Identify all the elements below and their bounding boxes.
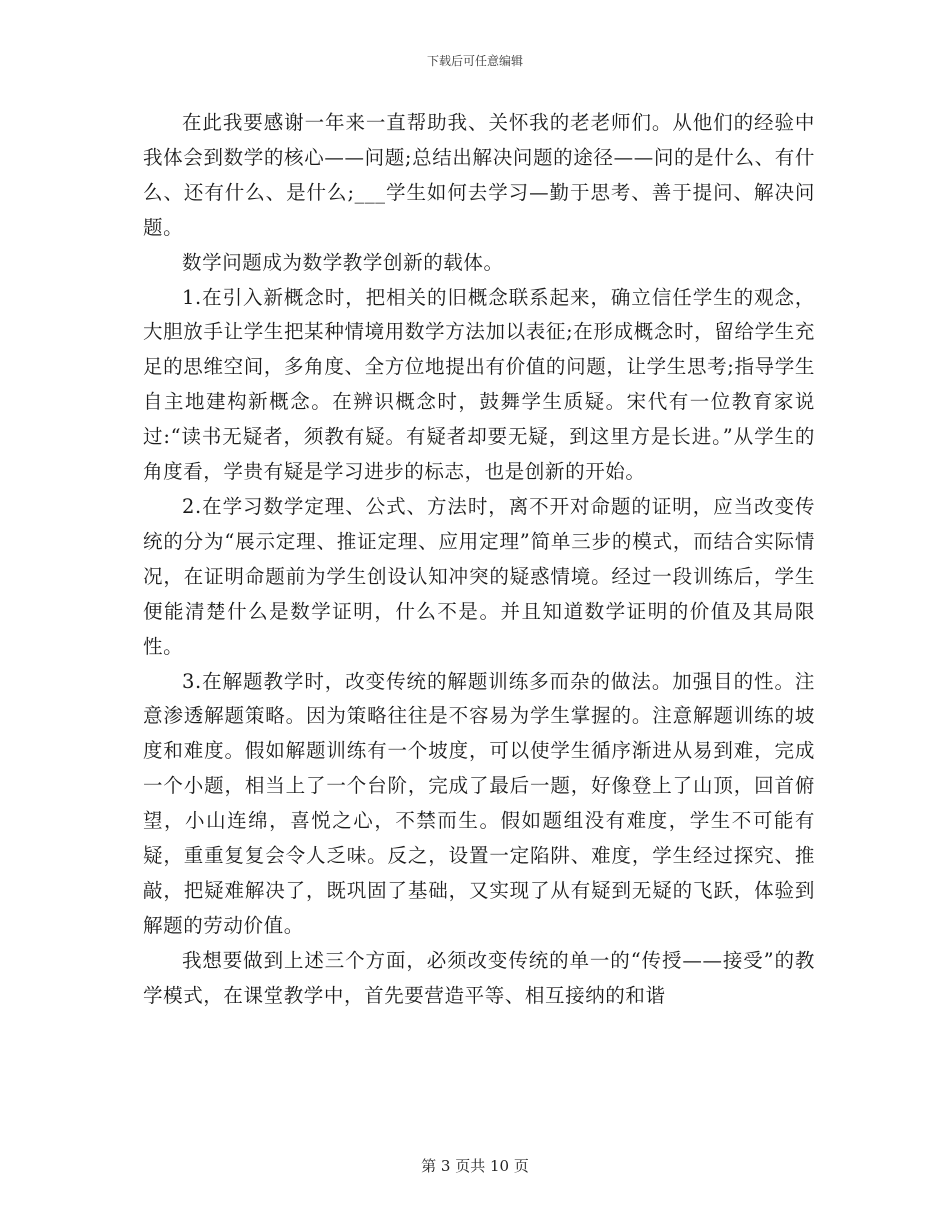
- page-footer: 第 3 页共 10 页: [421, 1157, 529, 1175]
- paragraph-thanks: 在此我要感谢一年来一直帮助我、关怀我的老老师们。从他们的经验中我体会到数学的核心——问题;总结出解决问题的途径——问的是什么、有什么、还有什么、是什么;___学生如何去学习—勤于思考、善于提问、解决问题。: [143, 111, 815, 239]
- document-body: [143, 106, 815, 1014]
- page-header: 下载后可任意编辑: [426, 54, 523, 68]
- paragraph-point-1: 1.在引入新概念时，把相关的旧概念联系起来，确立信任学生的观念，大胆放手让学生把某种情境用数学方法加以表征;在形成概念时，留给学生充足的思维空间，多角度、全方位地提出有价值的问题，让学生思考;指导学生自主地建构新概念。在辨识概念时，鼓舞学生质疑。宋代有一位教育家说过:“读书无疑者，须教有疑。有疑者却要无疑，到这里方是长进。”从学生的角度看，学贵有疑是学习进步的标志，也是创新的开始。: [143, 285, 815, 484]
- paragraph-point-2: 2.在学习数学定理、公式、方法时，离不开对命题的证明，应当改变传统的分为“展示定理、推证定理、应用定理”简单三步的模式，而结合实际情况，在证明命题前为学生创设认知冲突的疑惑情境。经过一段训练后，学生便能清楚什么是数学证明，什么不是。并且知道数学证明的价值及其局限性。: [143, 494, 815, 658]
- paragraph-conclusion: 我想要做到上述三个方面，必须改变传统的单一的“传授——接受”的教学模式，在课堂教学中，首先要营造平等、相互接纳的和谐: [143, 948, 815, 1007]
- paragraph-carrier: 数学问题成为数学教学创新的载体。: [182, 250, 504, 274]
- paragraph-point-3: 3.在解题教学时，改变传统的解题训练多而杂的做法。加强目的性。注意渗透解题策略。因为策略往往是不容易为学生掌握的。注意解题训练的坡度和难度。假如解题训练有一个坡度，可以使学生循序渐进从易到难，完成一个小题，相当上了一个台阶，完成了最后一题，好像登上了山顶，回首俯望，小山连绵，喜悦之心，不禁而生。假如题组没有难度，学生不可能有疑，重重复复会令人乏味。反之，设置一定陷阱、难度，学生经过探究、推敲，把疑难解决了，既巩固了基础，又实现了从有疑到无疑的飞跃，体验到解题的劳动价值。: [143, 669, 815, 937]
